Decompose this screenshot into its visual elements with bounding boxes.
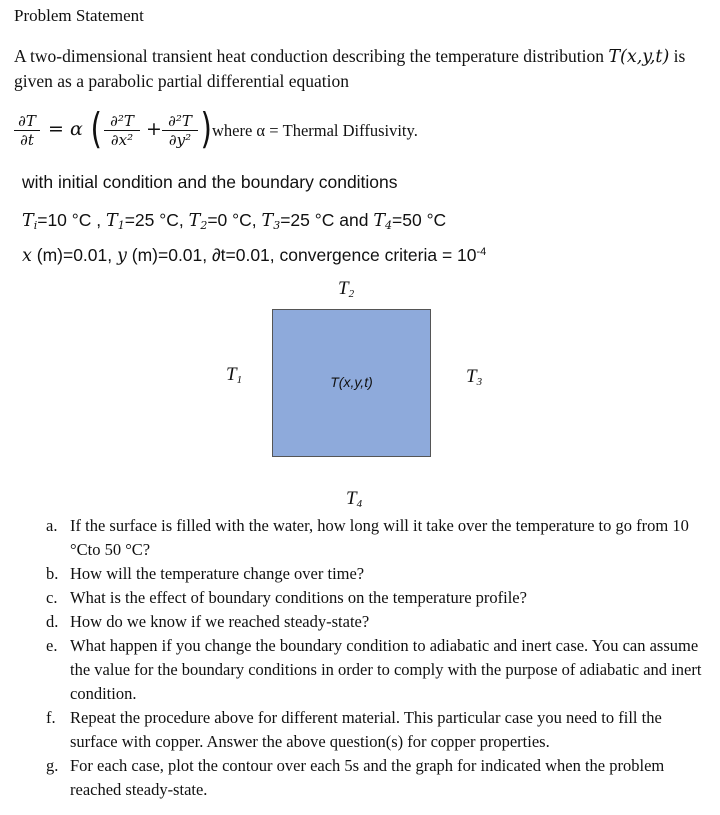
question-item	[22, 586, 702, 610]
question-marker: a.	[46, 516, 58, 535]
dt-value: ∂t=0.01, convergence criteria = 10	[212, 245, 477, 265]
plate-domain	[272, 309, 431, 457]
lhs-fraction	[14, 112, 40, 149]
t4-symbol: $T_4$	[373, 211, 393, 232]
x-term-denominator: ∂x²	[110, 131, 134, 149]
dy-value: (m)=0.01,	[126, 245, 212, 265]
question-text: How will the temperature change over time?	[70, 564, 365, 583]
y-term-fraction	[162, 112, 198, 149]
y-term-denominator: ∂y²	[168, 131, 192, 149]
temperature-function: T(x,y,t)	[608, 47, 670, 67]
page-title: Problem Statement	[14, 6, 144, 25]
x-term-fraction	[104, 112, 140, 149]
parameters-line	[22, 245, 486, 266]
heat-equation	[14, 104, 714, 158]
plate-temperature-label: T(x,y,t)	[330, 374, 373, 390]
question-text: How do we know if we reached steady-state?	[70, 612, 370, 631]
y-term-numerator: ∂²T	[162, 112, 198, 131]
question-item	[22, 610, 702, 634]
right-paren: )	[200, 104, 212, 153]
question-item	[22, 754, 702, 802]
diffusivity-note: where α = Thermal Diffusivity.	[212, 121, 418, 140]
lhs-denominator: ∂t	[20, 131, 34, 149]
right-boundary-label: $T_3$	[466, 366, 483, 388]
question-marker: b.	[46, 564, 59, 583]
x-term-numerator: ∂²T	[104, 112, 140, 131]
question-marker: g.	[46, 756, 59, 775]
lhs-numerator: ∂T	[14, 112, 40, 131]
intro-paragraph	[14, 44, 714, 93]
conditions-intro: with initial condition and the boundary conditions	[22, 172, 398, 192]
question-text: Repeat the procedure above for different material. This particular case you need to fill the surface with copper. Answer the above question(s) for copper properties.	[70, 708, 662, 751]
bottom-boundary-label: $T_4$	[346, 488, 363, 510]
criteria-exponent: -4	[476, 246, 487, 258]
question-text: What happen if you change the boundary condition to adiabatic and inert case. You can assume the value for the boundary conditions in order to comply with the purpose of adiabatic and inert condition.	[70, 636, 702, 703]
question-marker: e.	[46, 636, 58, 655]
top-boundary-label: $T_2$	[338, 278, 355, 300]
ti-symbol: $T_i$	[22, 211, 38, 232]
t2-value: =0 °C,	[207, 210, 257, 230]
question-marker: d.	[46, 612, 59, 631]
x-symbol: x	[22, 246, 32, 266]
question-item	[22, 514, 702, 562]
y-symbol: y	[117, 246, 127, 266]
question-marker: c.	[46, 588, 58, 607]
t2-symbol: $T_2$	[188, 211, 208, 232]
t4-value: =50 °C	[392, 210, 447, 230]
t3-value: =25 °C and	[280, 210, 369, 230]
question-list	[22, 514, 702, 802]
t3-symbol: $T_3$	[261, 211, 281, 232]
boundary-conditions	[22, 210, 446, 232]
question-text: For each case, plot the contour over each 5s and the graph for indicated when the problem reached steady-state.	[70, 756, 665, 799]
question-text: What is the effect of boundary conditions on the temperature profile?	[70, 588, 527, 607]
t1-value: =25 °C,	[124, 210, 184, 230]
intro-text-after: is given as a parabolic partial differential equation	[14, 46, 686, 91]
question-item	[22, 634, 702, 706]
left-paren: (	[90, 104, 102, 153]
question-marker: f.	[46, 708, 56, 727]
question-item	[22, 706, 702, 754]
plus-sign: +	[146, 118, 162, 140]
alpha-coefficient: α	[70, 118, 83, 140]
t1-symbol: $T_1$	[106, 211, 125, 232]
question-item	[22, 562, 702, 586]
left-boundary-label: $T_1$	[226, 364, 243, 386]
equals-sign: =	[48, 118, 64, 140]
dx-value: (m)=0.01,	[31, 245, 113, 265]
ti-value: =10 °C ,	[37, 210, 102, 230]
intro-text-before: A two-dimensional transient heat conduction describing the temperature distribution	[14, 46, 609, 66]
question-text: If the surface is filled with the water, how long will it take over the temperature to go from 10 °Cto 50 °C?	[70, 516, 689, 559]
